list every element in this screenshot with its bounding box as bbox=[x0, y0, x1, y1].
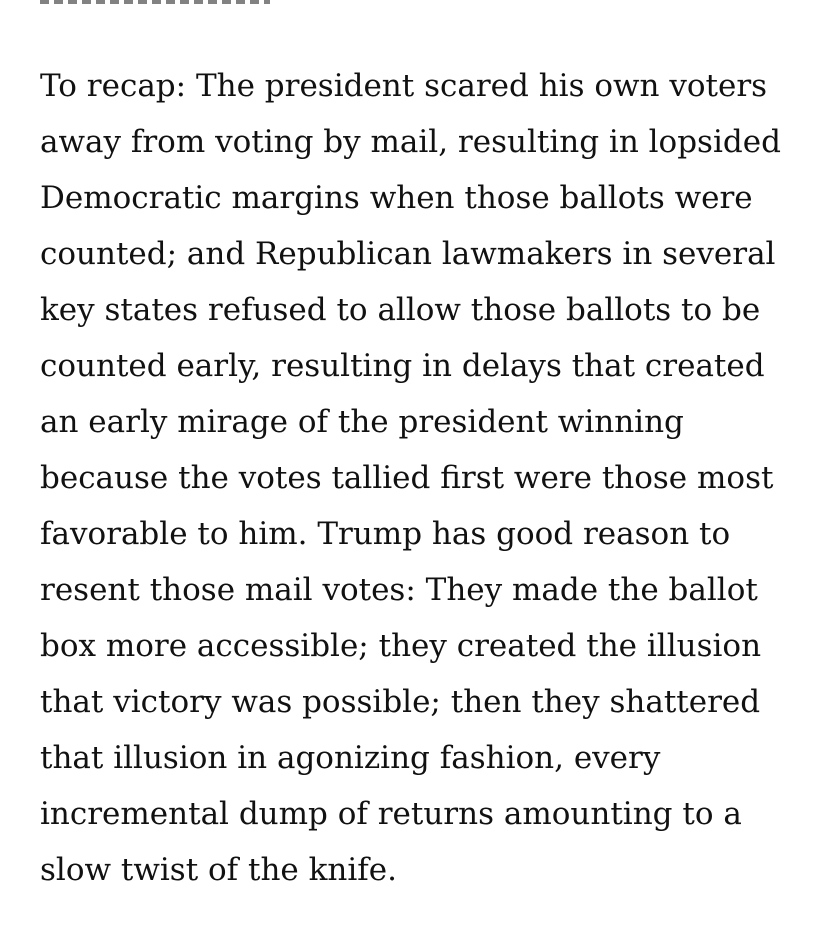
paragraph-line: resent those mail votes: They made the ballot bbox=[40, 572, 758, 608]
paragraph-line: favorable to him. Trump has good reason to bbox=[40, 516, 731, 552]
paragraph-line: counted early, resulting in delays that created bbox=[40, 348, 765, 384]
paragraph-line: that victory was possible; then they shattered bbox=[40, 684, 761, 720]
paragraph-line: that illusion in agonizing fashion, every bbox=[40, 740, 661, 776]
paragraph-line: slow twist of the knife. bbox=[40, 852, 397, 888]
paragraph-line: To recap: The president scared his own voters bbox=[40, 68, 768, 104]
paragraph-line: Democratic margins when those ballots were bbox=[40, 180, 753, 216]
paragraph-line: key states refused to allow those ballots to be bbox=[40, 292, 761, 328]
paragraph-line: counted; and Republican lawmakers in several bbox=[40, 236, 776, 272]
clipped-text-fragment bbox=[40, 0, 270, 4]
paragraph-line: box more accessible; they created the illusion bbox=[40, 628, 762, 664]
paragraph-line: an early mirage of the president winning bbox=[40, 404, 684, 440]
paragraph-line: because the votes tallied first were those most bbox=[40, 460, 774, 496]
paragraph-line: away from voting by mail, resulting in lopsided bbox=[40, 124, 781, 160]
article-paragraph bbox=[40, 58, 800, 898]
clipped-previous-line bbox=[40, 0, 440, 4]
paragraph-line: incremental dump of returns amounting to a bbox=[40, 796, 742, 832]
